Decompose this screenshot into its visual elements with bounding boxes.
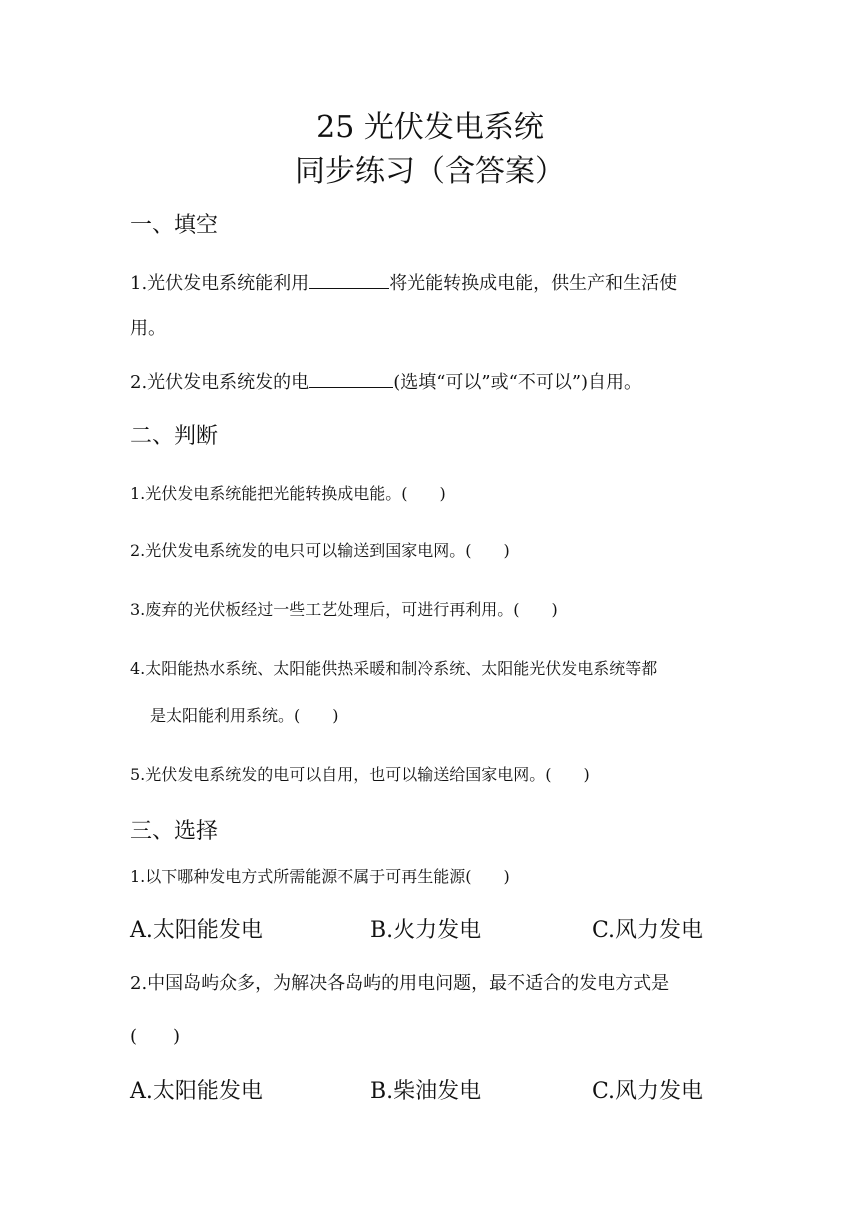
choice-2-option-a[interactable]: A.太阳能发电 — [130, 1079, 263, 1104]
section-heading-fill: 一、填空 — [130, 213, 219, 238]
answer-blank[interactable] — [309, 369, 393, 388]
choice-2-option-b[interactable]: B.柴油发电 — [370, 1079, 482, 1104]
fill-question-2 — [130, 369, 642, 397]
choice-1-option-b[interactable]: B.火力发电 — [370, 918, 482, 943]
fill-question-1 — [130, 270, 677, 298]
choice-question-1: 1.以下哪种发电方式所需能源不属于可再生能源( ) — [130, 867, 510, 886]
fill-q1-text-before: 1.光伏发电系统能利用 — [130, 273, 310, 294]
section-heading-judge: 二、判断 — [130, 424, 219, 449]
page-subtitle: 同步练习（含答案） — [295, 154, 565, 189]
judge-item-4: 4.太阳能热水系统、太阳能供热采暖和制冷系统、太阳能光伏发电系统等都 — [130, 659, 658, 678]
choice-question-2: 2.中国岛屿众多，为解决各岛屿的用电问题，最不适合的发电方式是 — [130, 973, 670, 994]
section-heading-choice: 三、选择 — [130, 819, 219, 844]
fill-q2-text-before: 2.光伏发电系统发的电 — [130, 372, 310, 393]
judge-item-4-cont: 是太阳能利用系统。( ) — [150, 706, 339, 725]
choice-question-2-paren: ( ) — [130, 1026, 181, 1047]
choice-1-option-a[interactable]: A.太阳能发电 — [130, 918, 263, 943]
fill-q1-text-after: 将光能转换成电能，供生产和生活使 — [389, 273, 678, 294]
choice-2-option-c[interactable]: C.风力发电 — [592, 1079, 704, 1104]
fill-question-1-cont: 用。 — [130, 318, 166, 339]
choice-1-option-c[interactable]: C.风力发电 — [592, 918, 704, 943]
fill-q2-text-after: (选填“可以”或“不可以”)自用。 — [393, 372, 643, 393]
judge-item-2: 2.光伏发电系统发的电只可以输送到国家电网。( ) — [130, 541, 510, 560]
judge-item-3: 3.废弃的光伏板经过一些工艺处理后，可进行再利用。( ) — [130, 600, 558, 619]
page-title: 25 光伏发电系统 — [316, 110, 544, 145]
judge-item-5: 5.光伏发电系统发的电可以自用，也可以输送给国家电网。( ) — [130, 765, 590, 784]
answer-blank[interactable] — [309, 270, 389, 289]
judge-item-1: 1.光伏发电系统能把光能转换成电能。( ) — [130, 484, 446, 503]
